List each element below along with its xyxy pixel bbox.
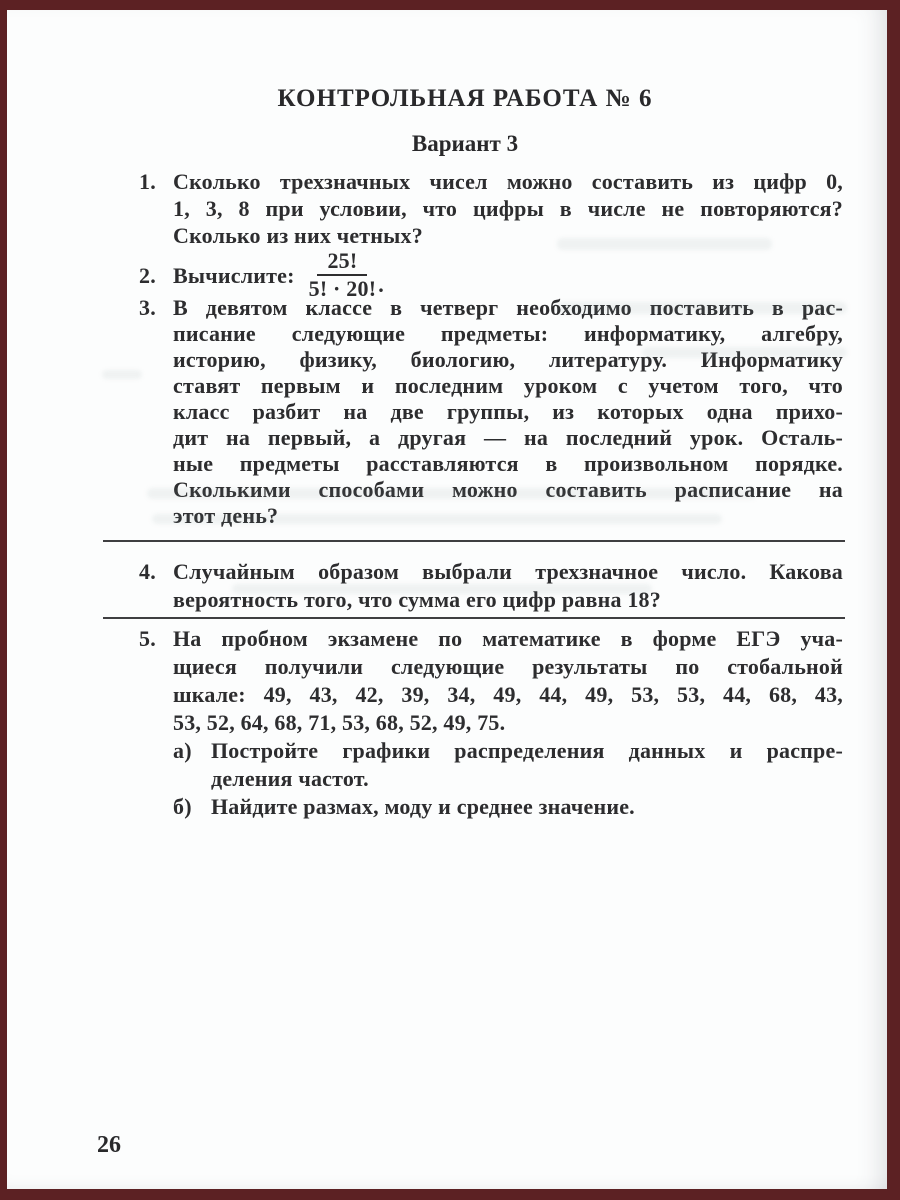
problem-text-line: историю, физику, биологию, литературу. Информатику <box>173 347 843 372</box>
problem-text-line: деления частот. <box>211 766 369 791</box>
problem-text <box>173 168 843 249</box>
problem-number: 3. <box>139 295 156 320</box>
subitem-a <box>173 737 843 793</box>
problem-text-line: Постройте графики распределения данных и распре- <box>211 738 843 763</box>
problem-text-line: писание следующие предметы: информатику, алгебру, <box>173 321 843 346</box>
problem-text-line: Сколько трехзначных чисел можно составить из цифр 0, <box>173 169 843 194</box>
subitem-text <box>211 793 843 821</box>
problem-text-line: Найдите размах, моду и среднее значение. <box>211 794 635 819</box>
problem-text-line: шкале: 49, 43, 42, 39, 34, 49, 44, 49, 53, 53, 44, 68, 43, <box>173 682 843 707</box>
problem-text-line: ставят первым и последним уроком с учетом того, что <box>173 373 843 398</box>
page-number: 26 <box>97 1132 121 1158</box>
bleed-through-artifact <box>642 347 847 358</box>
problem-text: Вычислите: <box>173 262 295 288</box>
problem-number: 2. <box>139 262 156 288</box>
section-divider <box>103 617 845 619</box>
subitem-b <box>173 793 843 821</box>
problem-number: 5. <box>139 626 156 651</box>
bleed-through-artifact <box>557 238 772 250</box>
page-title: КОНТРОЛЬНАЯ РАБОТА № 6 <box>277 85 653 112</box>
bleed-through-artifact <box>147 488 757 499</box>
problem-text-line: вероятность того, что сумма его цифр равна 18? <box>173 587 661 612</box>
subitem-text <box>211 737 843 793</box>
problem-text-line: щиеся получили следующие результаты по стобальной <box>173 654 843 679</box>
problem-text-line: На пробном экзамене по математике в форме ЕГЭ уча- <box>173 626 843 651</box>
problem-text-line: дит на первый, а другая — на последний урок. Осталь- <box>173 425 843 450</box>
problem-text-line: Сколько из них четных? <box>173 223 423 248</box>
problem-number: 4. <box>139 559 156 584</box>
bleed-through-artifact <box>232 584 652 594</box>
problem-text-line: 53, 52, 64, 68, 71, 53, 68, 52, 49, 75. <box>173 710 506 735</box>
fraction-numerator: 25! <box>317 249 367 276</box>
bleed-through-artifact <box>152 514 722 524</box>
problem-text-line: 1, 3, 8 при условии, что цифры в числе не повторяются? <box>173 196 843 221</box>
problem-text <box>173 625 843 821</box>
problem-5 <box>139 625 843 821</box>
problem-text-line: этот день? <box>173 503 279 528</box>
fraction-denominator: 5! · 20! <box>308 276 377 301</box>
bleed-through-artifact <box>102 370 142 379</box>
section-divider <box>103 540 845 542</box>
problem-text-line: ные предметы расставляются в произвольном порядке. <box>173 451 843 476</box>
problem-1 <box>139 168 843 249</box>
problem-text-line: класс разбит на две группы, из которых одна прихо- <box>173 399 843 424</box>
fraction-period: . <box>378 271 384 297</box>
fraction <box>309 249 377 301</box>
problem-text-line: Сколькими способами можно составить расписание на <box>173 477 843 502</box>
problem-number: 1. <box>139 169 156 194</box>
problem-2 <box>139 249 843 301</box>
subitem-label: б) <box>173 794 192 819</box>
page-header <box>91 10 839 158</box>
problem-text-line: В девятом классе в четверг необходимо поставить в рас- <box>173 295 843 320</box>
subitem-label: а) <box>173 738 192 763</box>
variant-subtitle: Вариант 3 <box>411 131 519 156</box>
bleed-through-artifact <box>557 302 847 314</box>
problem-text-line: Случайным образом выбрали трехзначное число. Какова <box>173 559 843 584</box>
textbook-page <box>7 10 887 1189</box>
